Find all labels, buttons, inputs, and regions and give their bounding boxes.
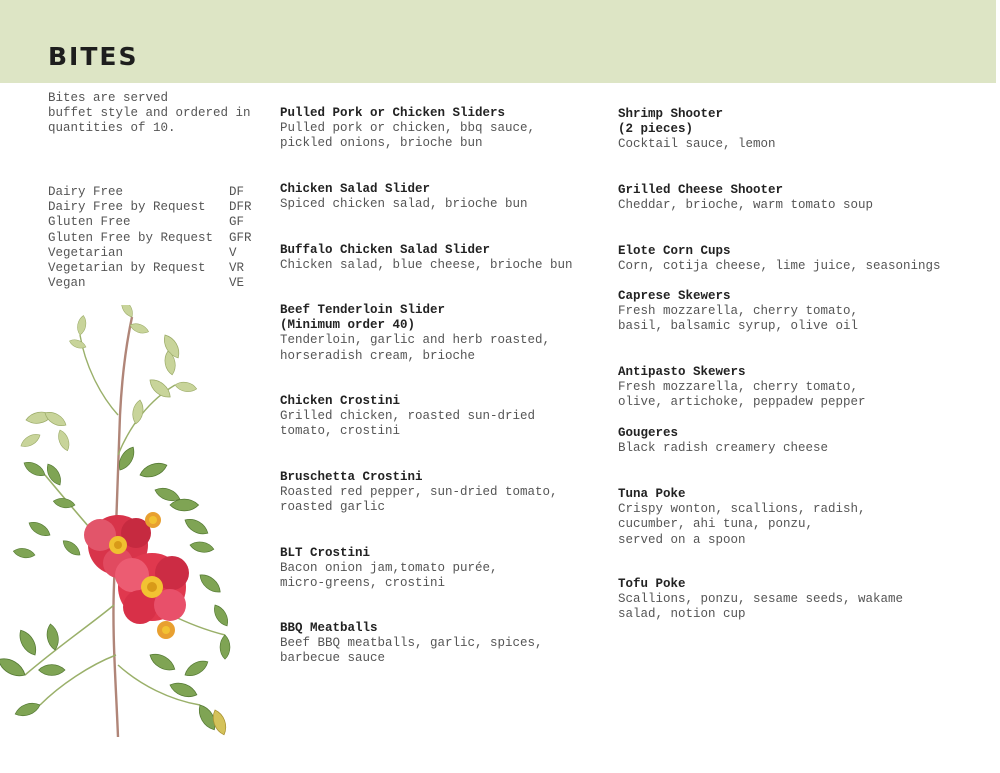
item-description: Fresh mozzarella, cherry tomato, olive, artichoke, peppadew pepper bbox=[618, 380, 866, 410]
item-description: Crispy wonton, scallions, radish, cucumber, ahi tuna, ponzu, served on a spoon bbox=[618, 502, 866, 547]
rose-bloom bbox=[115, 553, 189, 624]
menu-item bbox=[618, 107, 776, 153]
item-description: Grilled chicken, roasted sun-dried tomato, crostini bbox=[280, 409, 536, 439]
item-name: Chicken Salad Slider bbox=[280, 182, 431, 196]
legend-label: Vegan bbox=[48, 276, 86, 291]
rose-illustration-icon bbox=[0, 305, 250, 745]
legend-label: Gluten Free bbox=[48, 215, 131, 230]
item-name: Buffalo Chicken Salad Slider bbox=[280, 243, 491, 257]
legend-label: Gluten Free by Request bbox=[48, 230, 214, 245]
menu-item bbox=[280, 621, 543, 667]
menu-item bbox=[280, 470, 558, 516]
item-name: Shrimp Shooter (2 pieces) bbox=[618, 107, 724, 137]
menu-item bbox=[280, 546, 498, 592]
legend-row bbox=[48, 231, 263, 246]
item-description: Cocktail sauce, lemon bbox=[618, 137, 776, 152]
menu-item bbox=[280, 106, 535, 152]
item-name: Grilled Cheese Shooter bbox=[618, 183, 784, 197]
item-name: Antipasto Skewers bbox=[618, 365, 746, 379]
legend-row bbox=[48, 200, 263, 215]
legend-code: VR bbox=[229, 261, 245, 276]
menu-item bbox=[618, 183, 873, 213]
menu-item bbox=[280, 303, 550, 364]
menu-item bbox=[618, 289, 858, 335]
page-title: BITES bbox=[48, 42, 139, 71]
item-description: Black radish creamery cheese bbox=[618, 441, 829, 456]
item-description: Chicken salad, blue cheese, brioche bun bbox=[280, 258, 573, 273]
legend-code: VE bbox=[229, 276, 245, 291]
item-description: Bacon onion jam,tomato purée, micro-greens, crostini bbox=[280, 561, 498, 591]
dietary-legend bbox=[48, 185, 263, 291]
item-name: Beef Tenderloin Slider (Minimum order 40) bbox=[280, 303, 446, 333]
legend-label: Dairy Free by Request bbox=[48, 200, 206, 215]
legend-row bbox=[48, 276, 263, 291]
legend-row bbox=[48, 215, 263, 230]
item-description: Pulled pork or chicken, bbq sauce, pickled onions, brioche bun bbox=[280, 121, 536, 151]
item-name: Chicken Crostini bbox=[280, 394, 401, 408]
item-description: Fresh mozzarella, cherry tomato, basil, balsamic syrup, olive oil bbox=[618, 304, 859, 334]
legend-row bbox=[48, 261, 263, 276]
legend-label: Vegetarian bbox=[48, 245, 124, 260]
legend-row bbox=[48, 185, 263, 200]
menu-item bbox=[618, 426, 828, 456]
item-description: Tenderloin, garlic and herb roasted, horseradish cream, brioche bbox=[280, 333, 551, 363]
item-name: Elote Corn Cups bbox=[618, 244, 731, 258]
item-name: Gougeres bbox=[618, 426, 679, 440]
item-name: Caprese Skewers bbox=[618, 289, 731, 303]
item-name: Tuna Poke bbox=[618, 487, 686, 501]
item-description: Cheddar, brioche, warm tomato soup bbox=[618, 198, 874, 213]
menu-item bbox=[280, 394, 535, 440]
menu-item bbox=[618, 577, 903, 623]
menu-item bbox=[618, 365, 866, 411]
item-name: Pulled Pork or Chicken Sliders bbox=[280, 106, 506, 120]
legend-code: DF bbox=[229, 185, 245, 199]
legend-code: GFR bbox=[229, 230, 252, 245]
legend-code: DFR bbox=[229, 200, 252, 215]
item-name: Bruschetta Crostini bbox=[280, 470, 423, 484]
menu-item bbox=[618, 244, 941, 274]
legend-label: Dairy Free bbox=[48, 185, 124, 199]
item-name: BLT Crostini bbox=[280, 546, 371, 560]
item-name: Tofu Poke bbox=[618, 577, 686, 591]
item-description: Spiced chicken salad, brioche bun bbox=[280, 197, 528, 212]
legend-code: V bbox=[229, 245, 237, 260]
menu-item bbox=[280, 243, 573, 273]
item-description: Roasted red pepper, sun-dried tomato, roasted garlic bbox=[280, 485, 558, 515]
header-band bbox=[0, 0, 996, 83]
item-description: Scallions, ponzu, sesame seeds, wakame salad, notion cup bbox=[618, 592, 904, 622]
legend-label: Vegetarian by Request bbox=[48, 261, 206, 276]
item-description: Beef BBQ meatballs, garlic, spices, barbecue sauce bbox=[280, 636, 543, 666]
menu-item bbox=[280, 182, 528, 212]
legend-code: GF bbox=[229, 215, 245, 230]
legend-row bbox=[48, 246, 263, 261]
item-description: Corn, cotija cheese, lime juice, seasonings bbox=[618, 259, 941, 274]
menu-item bbox=[618, 487, 866, 548]
intro-text: Bites are served buffet style and ordered in quantities of 10. bbox=[48, 91, 251, 136]
item-name: BBQ Meatballs bbox=[280, 621, 378, 635]
